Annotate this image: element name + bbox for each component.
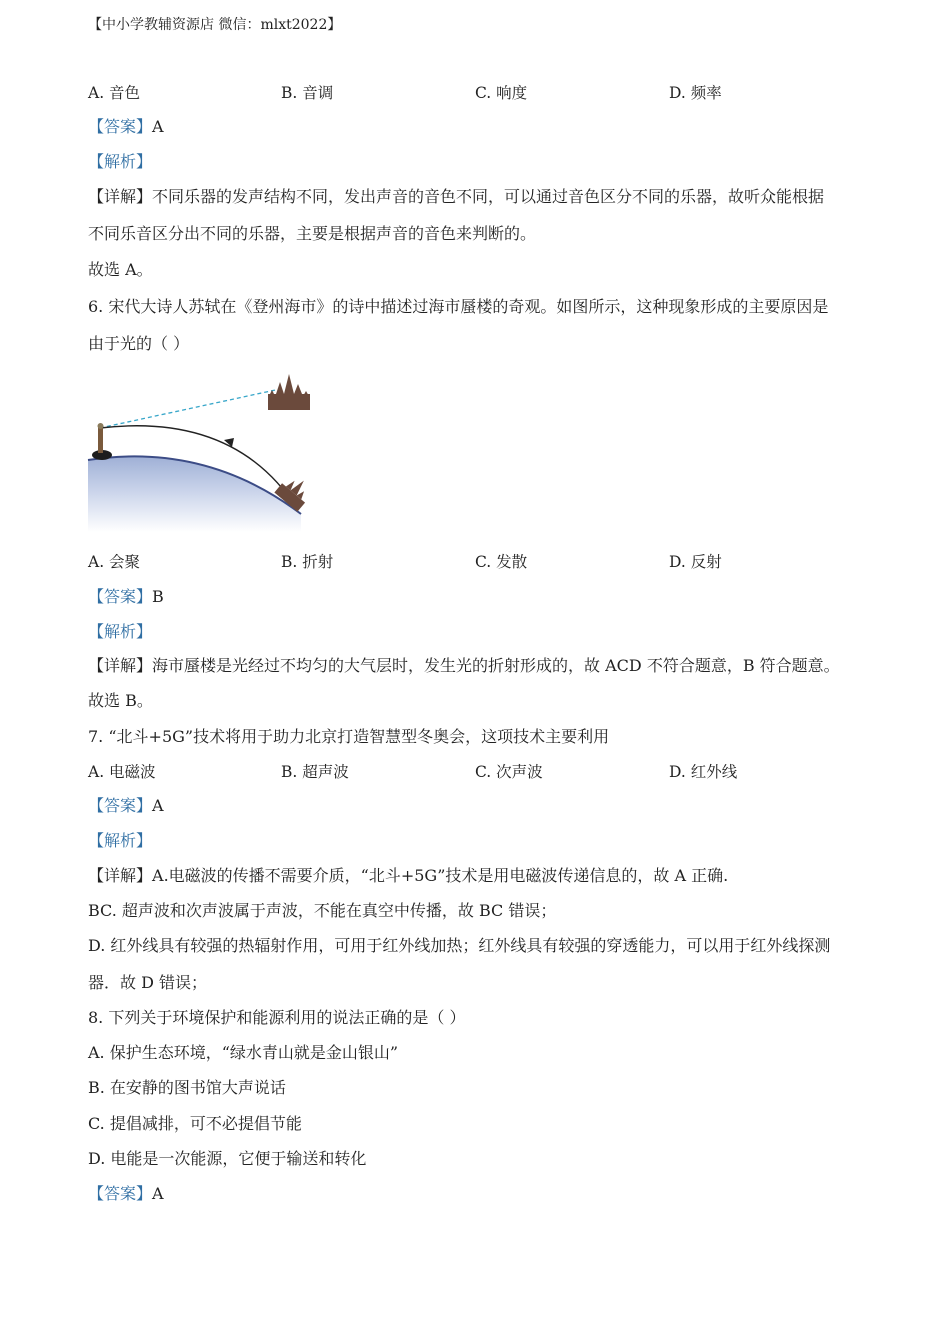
answer-label: 【答案】 <box>88 117 153 136</box>
earth-surface <box>88 456 301 532</box>
q6-answer <box>88 587 164 607</box>
q7-analysis-label: 【解析】 <box>88 831 153 850</box>
q5-option-d: D. 频率 <box>669 84 722 102</box>
answer-value: A <box>152 117 164 136</box>
q8-answer <box>88 1184 164 1204</box>
page-header: 【中小学教辅资源店 微信：mlxt2022】 <box>88 17 342 33</box>
q8-option-b: B. 在安静的图书馆大声说话 <box>88 1078 286 1097</box>
q5-option-b: B. 音调 <box>281 84 334 102</box>
q8-stem: 8. 下列关于环境保护和能源利用的说法正确的是（ ） <box>88 1008 466 1027</box>
detail-label: 【详解】 <box>88 656 153 675</box>
mirage-diagram <box>86 372 316 532</box>
q7-detail-1 <box>88 866 728 886</box>
q6-option-c: C. 发散 <box>475 553 528 571</box>
q6-detail-1 <box>88 656 840 676</box>
q5-option-c: C. 响度 <box>475 84 528 102</box>
q5-analysis-label: 【解析】 <box>88 152 153 171</box>
apparent-sight-line <box>100 389 280 428</box>
detail-label: 【详解】 <box>88 187 153 206</box>
q8-option-c: C. 提倡减排，可不必提倡节能 <box>88 1114 302 1133</box>
q7-detail-3: D. 红外线具有较强的热辐射作用，可用于红外线加热；红外线具有较强的穿透能力，可以用于红外线探测 <box>88 936 831 955</box>
q6-stem-1: 6. 宋代大诗人苏轼在《登州海市》的诗中描述过海市蜃楼的奇观。如图所示，这种现象形成的主要原因是 <box>88 297 829 316</box>
q7-option-c: C. 次声波 <box>475 763 543 781</box>
q7-option-d: D. 红外线 <box>669 763 738 781</box>
answer-label: 【答案】 <box>88 1184 153 1203</box>
observer <box>98 427 103 453</box>
answer-label: 【答案】 <box>88 796 153 815</box>
q5-option-a: A. 音色 <box>88 84 141 102</box>
q8-option-a: A. 保护生态环境，“绿水青山就是金山银山” <box>88 1043 399 1062</box>
q6-option-b: B. 折射 <box>281 553 334 571</box>
q6-option-d: D. 反射 <box>669 553 722 571</box>
q6-stem-2: 由于光的（ ） <box>88 334 190 353</box>
q6-option-a: A. 会聚 <box>88 553 141 571</box>
q7-answer <box>88 796 164 816</box>
q5-conclusion: 故选 A。 <box>88 260 153 279</box>
q5-answer <box>88 117 164 137</box>
q6-conclusion: 故选 B。 <box>88 691 153 710</box>
mirage-image-icon <box>268 374 310 410</box>
q7-detail-4: 器．故 D 错误； <box>88 973 208 992</box>
q8-option-d: D. 电能是一次能源，它便于输送和转化 <box>88 1149 367 1168</box>
q6-analysis-label: 【解析】 <box>88 622 153 641</box>
detail-text: 海市蜃楼是光经过不均匀的大气层时，发生光的折射形成的，故 ACD 不符合题意，B 符合题意。 <box>152 656 840 675</box>
answer-value: A <box>152 796 164 815</box>
answer-value: B <box>152 587 164 606</box>
detail-text: 不同乐器的发声结构不同，发出声音的音色不同，可以通过音色区分不同的乐器，故听众能根据 <box>152 187 825 206</box>
q7-option-a: A. 电磁波 <box>88 763 156 781</box>
q7-detail-2: BC. 超声波和次声波属于声波，不能在真空中传播，故 BC 错误； <box>88 901 557 920</box>
q5-detail-1 <box>88 187 824 207</box>
detail-label: 【详解】 <box>88 866 153 885</box>
q7-stem: 7. “北斗+5G”技术将用于助力北京打造智慧型冬奥会，这项技术主要利用 <box>88 727 610 746</box>
q7-option-b: B. 超声波 <box>281 763 349 781</box>
answer-value: A <box>152 1184 164 1203</box>
detail-text: A.电磁波的传播不需要介质，“北斗+5G”技术是用电磁波传递信息的，故 A 正确. <box>152 866 729 885</box>
answer-label: 【答案】 <box>88 587 153 606</box>
q5-detail-2: 不同乐音区分出不同的乐器，主要是根据声音的音色来判断的。 <box>88 224 537 243</box>
